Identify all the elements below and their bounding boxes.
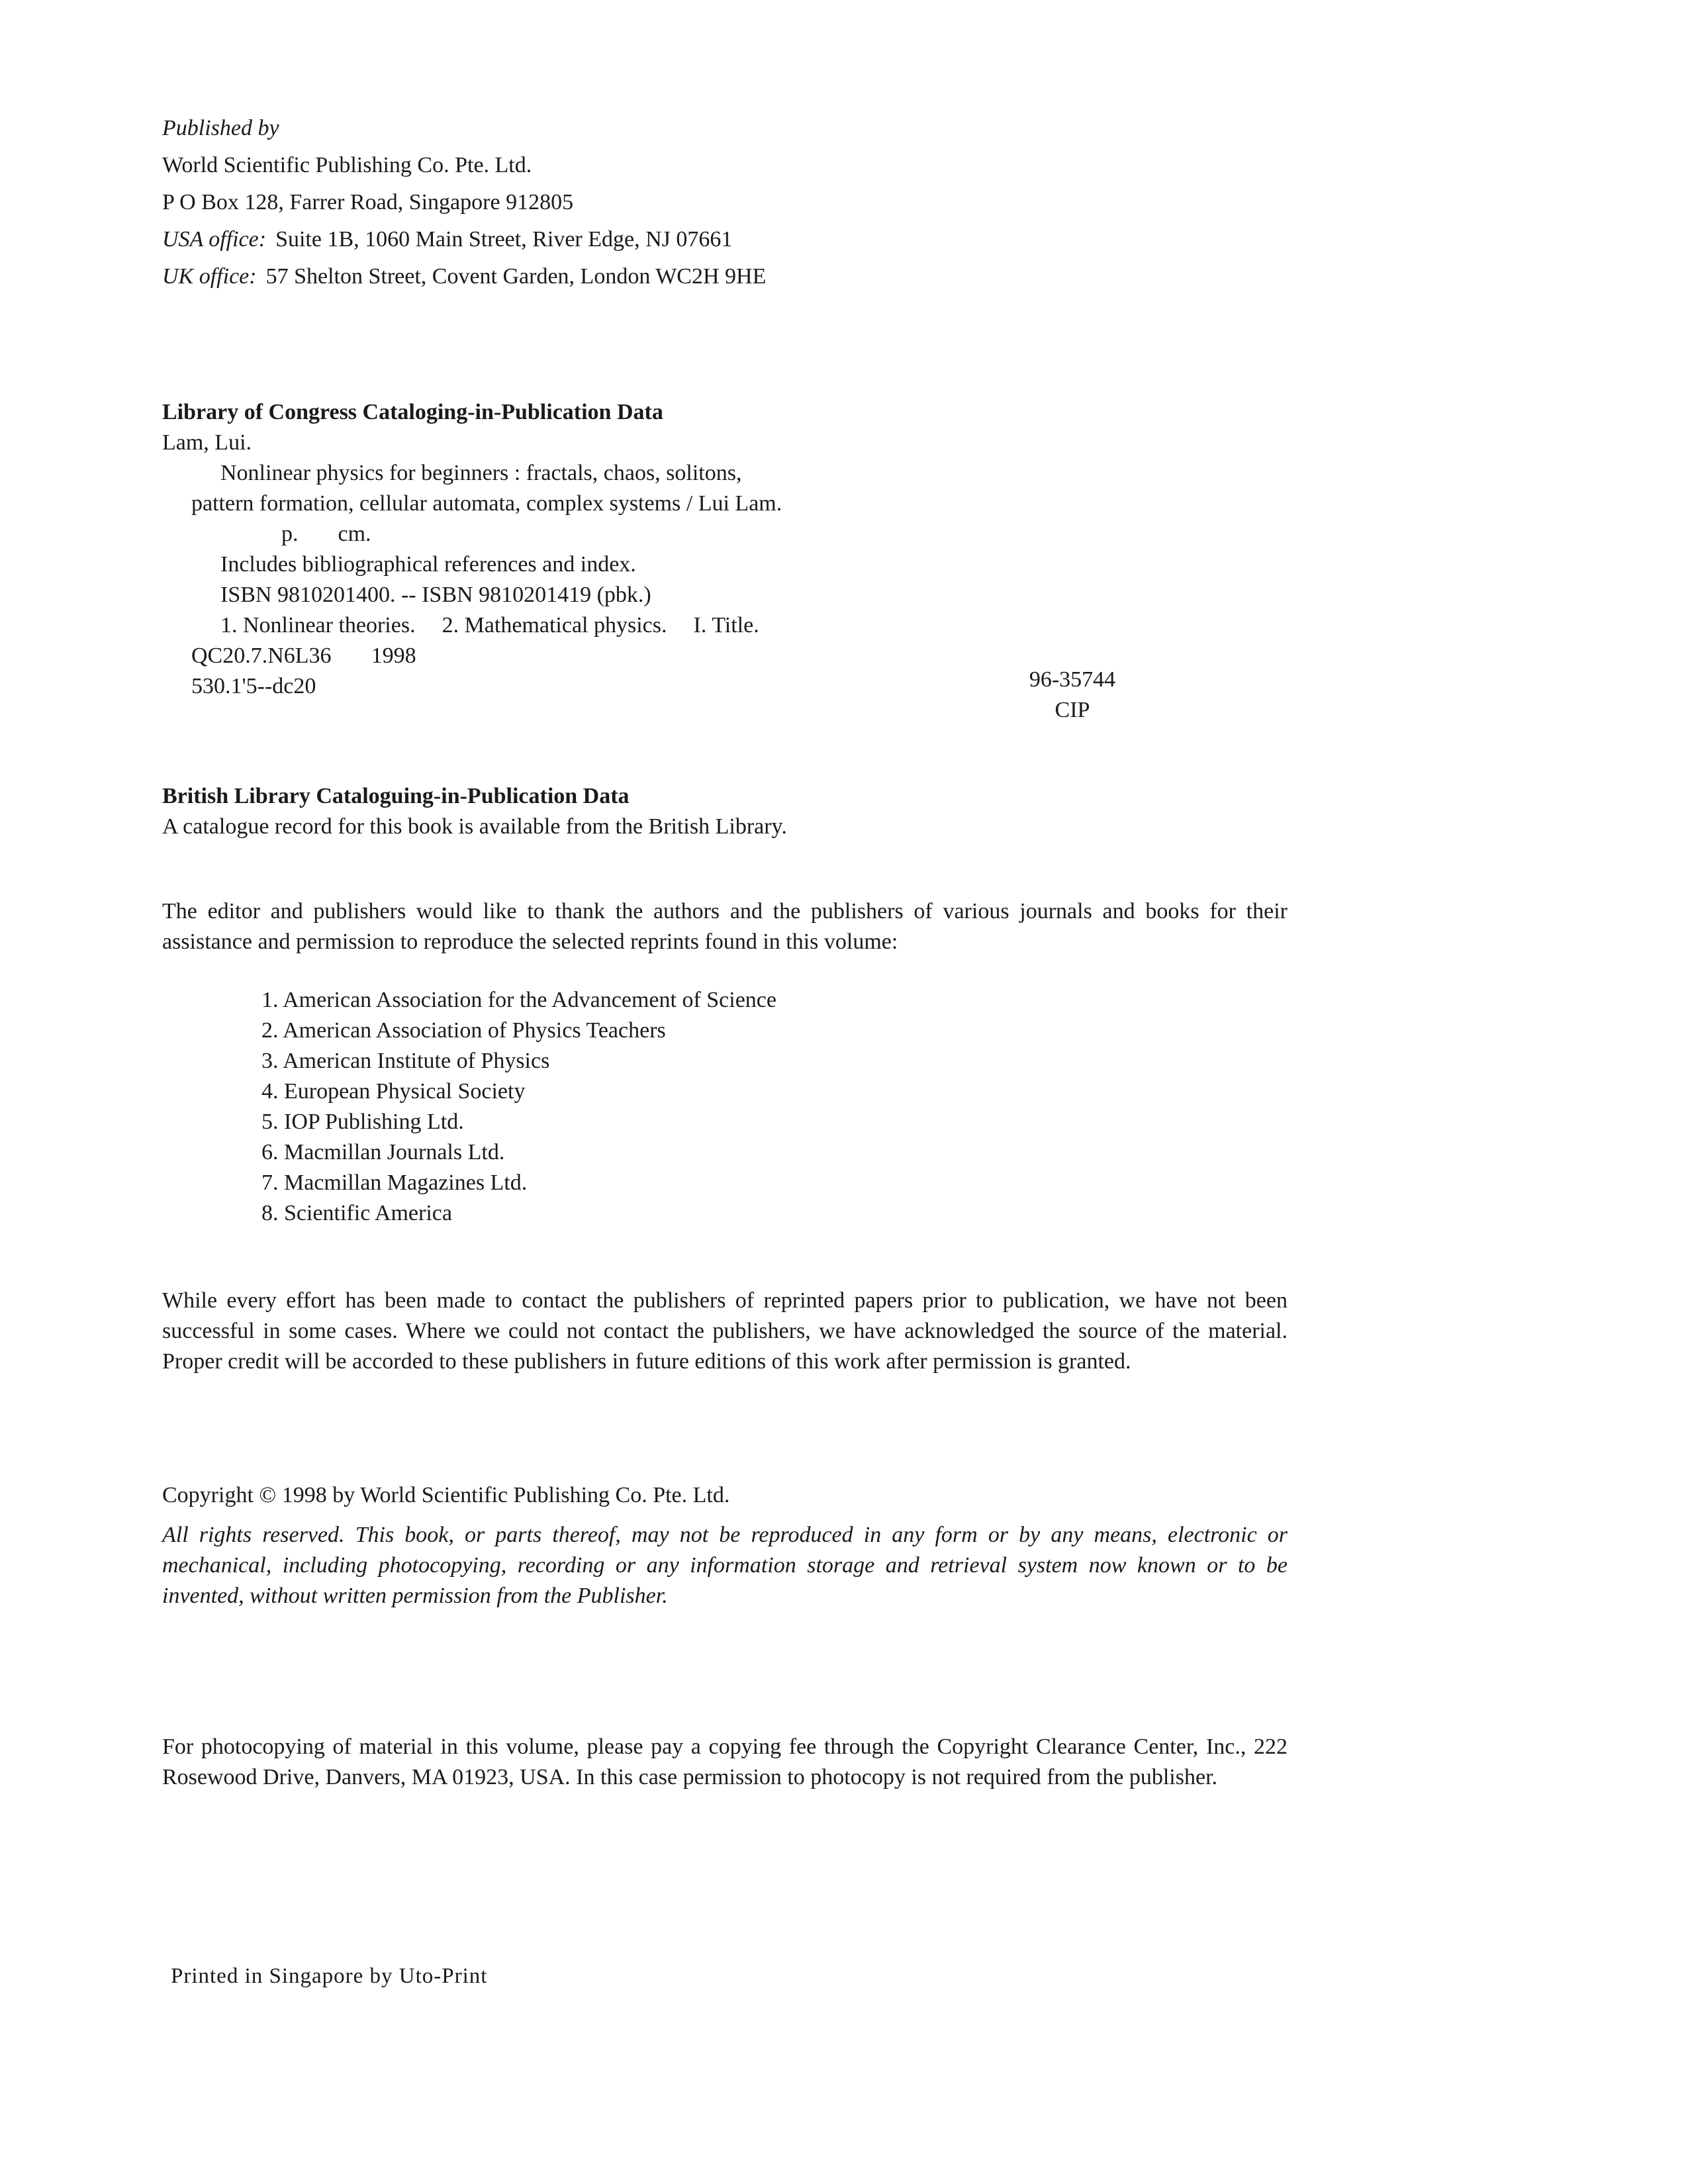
list-item: 7. Macmillan Magazines Ltd. [261, 1170, 528, 1195]
loc-isbn: ISBN 9810201400. -- ISBN 9810201419 (pbk.) [220, 583, 651, 607]
usa-office-address: Suite 1B, 1060 Main Street, River Edge, NJ 07661 [275, 227, 733, 252]
publisher-name: World Scientific Publishing Co. Pte. Ltd. [162, 153, 532, 177]
uk-office-address: 57 Shelton Street, Covent Garden, London WC2H 9HE [265, 264, 767, 289]
british-library-text: A catalogue record for this book is available from the British Library. [162, 814, 787, 839]
loc-subject-3: I. Title. [693, 613, 759, 638]
usa-office-line [162, 221, 766, 258]
rights-reserved-text: All rights reserved. This book, or parts thereof, may not be reproduced in any form or by any means, electronic or mechanical, including photocopying, recording or any information storage and retrieval system now known or to be invented, without written permission from the Publisher. [162, 1523, 1288, 1608]
loc-dewey: 530.1'5--dc20 [191, 674, 316, 698]
copyright-notice: Copyright © 1998 by World Scientific Publishing Co. Pte. Ltd. [162, 1483, 730, 1507]
loc-subject-1: 1. Nonlinear theories. [220, 613, 416, 638]
loc-lccn: 96-35744 [1029, 667, 1116, 692]
loc-author: Lam, Lui. [162, 430, 252, 455]
list-item: 1. American Association for the Advancement of Science [261, 988, 776, 1012]
british-library-block [162, 781, 787, 842]
loc-title-line-2: pattern formation, cellular automata, complex systems / Lui Lam. [191, 491, 782, 516]
thanks-paragraph: The editor and publishers would like to thank the authors and the publishers of various journals and books for their assistance and permission to reproduce the selected reprints found in this volume: [162, 899, 1288, 954]
loc-cip-label: CIP [1055, 698, 1090, 722]
loc-cm: cm. [338, 522, 371, 546]
loc-cip-block [162, 397, 782, 702]
effort-paragraph: While every effort has been made to contact the publishers of reprinted papers prior to publication, we have not been successful in some cases. Where we could not contact the publishers, we have acknowledged the source of the material. Proper credit will be accorded to these publishers in future editions of this work after permission is granted. [162, 1288, 1288, 1374]
loc-subject-2: 2. Mathematical physics. [442, 613, 667, 638]
british-library-heading: British Library Cataloguing-in-Publication Data [162, 784, 630, 808]
list-item: 4. European Physical Society [261, 1079, 526, 1104]
list-item: 6. Macmillan Journals Ltd. [261, 1140, 505, 1164]
loc-includes: Includes bibliographical references and index. [220, 552, 636, 577]
loc-call-year: 1998 [371, 643, 416, 668]
uk-office-label: UK office: [162, 264, 257, 289]
loc-title-line-1: Nonlinear physics for beginners : fractals, chaos, solitons, [220, 461, 742, 485]
usa-office-label: USA office: [162, 227, 267, 252]
loc-call-number-line [162, 641, 782, 671]
list-item: 8. Scientific America [261, 1201, 452, 1225]
list-item: 3. American Institute of Physics [261, 1049, 550, 1073]
uk-office-line [162, 258, 766, 295]
list-item: 5. IOP Publishing Ltd. [261, 1110, 464, 1134]
sources-list [261, 985, 776, 1229]
loc-physical-description [162, 519, 782, 549]
publisher-address: P O Box 128, Farrer Road, Singapore 912805 [162, 190, 574, 214]
loc-right-column [1019, 665, 1125, 726]
publisher-block [162, 110, 766, 295]
photocopy-paragraph: For photocopying of material in this volume, please pay a copying fee through the Copyright Clearance Center, Inc., 222 Rosewood Drive, Danvers, MA 01923, USA. In this case permission to photocopy is not required from the publisher. [162, 1734, 1288, 1789]
loc-call-number: QC20.7.N6L36 [191, 643, 332, 668]
published-by-heading: Published by [162, 116, 279, 140]
copyright-block [162, 1480, 1288, 1611]
list-item: 2. American Association of Physics Teachers [261, 1018, 666, 1043]
loc-cip-heading: Library of Congress Cataloging-in-Publication Data [162, 400, 663, 424]
loc-pages: p. [281, 522, 299, 546]
loc-subjects [162, 610, 782, 641]
printed-in-line: Printed in Singapore by Uto-Print [171, 1964, 488, 1988]
